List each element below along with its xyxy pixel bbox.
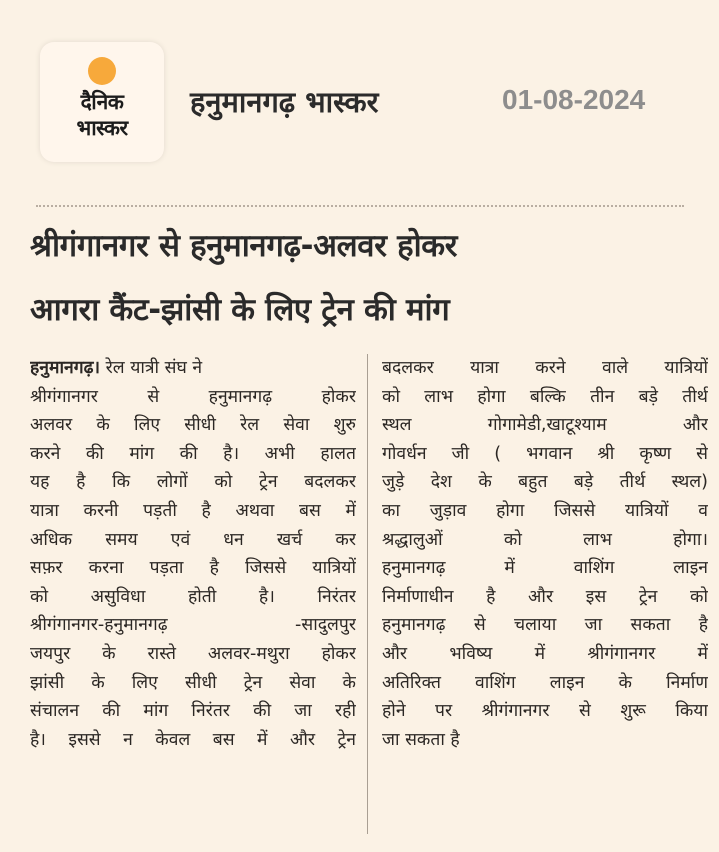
article-line: होने पर श्रीगंगानगर से शुरू किया bbox=[382, 701, 708, 722]
article-line: बदलकर यात्रा करने वाले यात्रियों bbox=[382, 358, 708, 378]
article-line: का जुड़ाव होगा जिससे यात्रियों व bbox=[382, 500, 708, 521]
article-line: हनुमानगढ़ में वाशिंग लाइन bbox=[382, 558, 708, 579]
article-line: झांसी के लिए सीधी ट्रेन सेवा के bbox=[30, 672, 356, 693]
article-column-left bbox=[30, 354, 356, 754]
page-header bbox=[0, 0, 719, 200]
sun-icon bbox=[88, 57, 116, 85]
article-line: निर्माणाधीन है और इस ट्रेन को bbox=[382, 586, 708, 607]
article-line: संचालन की मांग निरंतर की जा रही bbox=[30, 701, 356, 722]
article-line: और भविष्य में श्रीगंगानगर में bbox=[382, 643, 708, 664]
publication-date: 01-08-2024 bbox=[502, 84, 646, 115]
article-line: जयपुर के रास्ते अलवर-मथुरा होकर bbox=[30, 643, 356, 664]
article-line: हनुमानगढ़ से चलाया जा सकता है bbox=[382, 615, 708, 636]
article-line: को असुविधा होती है। निरंतर bbox=[30, 586, 356, 607]
article-line: अलवर के लिए सीधी रेल सेवा शुरु bbox=[30, 415, 356, 436]
dotted-divider bbox=[36, 205, 684, 207]
article-line: स्थल गोगामेडी,खाटूश्याम और bbox=[382, 415, 708, 436]
article-line: श्रीगंगानगर से हनुमानगढ़ होकर bbox=[30, 386, 356, 407]
article-column-right bbox=[382, 354, 708, 754]
article-line: है। इससे न केवल बस में और ट्रेन bbox=[30, 729, 356, 750]
logo-text-line1: दैनिक bbox=[80, 90, 124, 114]
article-line: यह है कि लोगों को ट्रेन बदलकर bbox=[30, 472, 356, 493]
column-rule bbox=[367, 354, 368, 834]
article-line: अतिरिक्त वाशिंग लाइन के निर्माण bbox=[382, 672, 708, 693]
edition-title: हनुमानगढ़ भास्कर bbox=[190, 85, 379, 119]
article-line: हनुमानगढ़। रेल यात्री संघ ने bbox=[30, 358, 203, 378]
article-line: यात्रा करनी पड़ती है अथवा बस में bbox=[30, 500, 356, 521]
dainik-bhaskar-logo bbox=[40, 42, 164, 162]
logo-text-line2: भास्कर bbox=[76, 116, 128, 140]
dateline: हनुमानगढ़। bbox=[30, 358, 101, 378]
article-line: अधिक समय एवं धन खर्च कर bbox=[30, 529, 356, 550]
article-line: श्रद्धालुओं को लाभ होगा। bbox=[382, 529, 708, 550]
article-line: करने की मांग की है। अभी हालत bbox=[30, 443, 356, 464]
article-line: श्रीगंगानगर-हनुमानगढ़ -सादुलपुर bbox=[30, 615, 356, 636]
headline-line-1: श्रीगंगानगर से हनुमानगढ़-अलवर होकर bbox=[30, 228, 458, 264]
article-line: को लाभ होगा बल्कि तीन बड़े तीर्थ bbox=[382, 386, 708, 407]
article-line: सफ़र करना पड़ता है जिससे यात्रियों bbox=[30, 558, 356, 579]
headline-line-2: आगरा कैंट-झांसी के लिए ट्रेन की मांग bbox=[30, 292, 450, 328]
article-line: गोवर्धन जी ( भगवान श्री कृष्ण से bbox=[382, 443, 708, 464]
article-line: जा सकता है bbox=[382, 729, 460, 750]
article-line: जुड़े देश के बहुत बड़े तीर्थ स्थल) bbox=[382, 472, 708, 493]
